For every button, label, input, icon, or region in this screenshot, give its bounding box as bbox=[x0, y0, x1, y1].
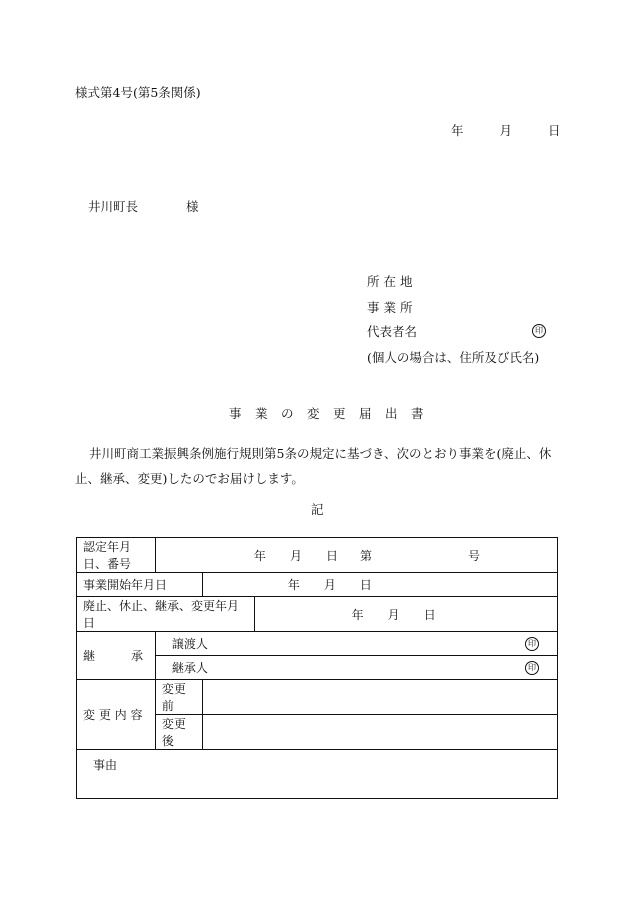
form-number: 様式第4号(第5条関係) bbox=[75, 85, 201, 100]
table-row-reason bbox=[77, 750, 558, 799]
applicant-representative-label: 代表者名 bbox=[367, 324, 418, 339]
applicant-office-label: 事 業 所 bbox=[367, 300, 413, 315]
cert-month: 月 bbox=[289, 548, 302, 563]
change-date-label: 廃止、休止、継承、変更年月日 bbox=[77, 597, 255, 632]
body-text: 井川町商工業振興条例施行規則第5条の規定に基づき、次のとおり事業を(廃止、休止、継承、変更)したのでお届けします。 bbox=[75, 446, 552, 486]
successor-label: 継承人 bbox=[171, 661, 208, 675]
date-year: 年 bbox=[451, 123, 464, 138]
change-month: 月 bbox=[387, 607, 400, 622]
reason-label: 事由 bbox=[93, 758, 118, 772]
cert-year: 年 bbox=[253, 548, 266, 563]
certification-label: 認定年月日、番号 bbox=[77, 538, 156, 573]
submission-date bbox=[451, 121, 560, 139]
table-row-transferor bbox=[77, 632, 558, 656]
successor-seal-icon: 印 bbox=[525, 661, 539, 675]
transferor-seal-icon: 印 bbox=[525, 637, 539, 651]
transferor-field[interactable] bbox=[155, 632, 557, 656]
transferor-label: 譲渡人 bbox=[171, 637, 208, 651]
table-row-start-date bbox=[77, 573, 558, 597]
applicant-note: (個人の場合は、住所及び氏名) bbox=[367, 350, 540, 365]
change-after-label: 変更後 bbox=[155, 715, 202, 750]
change-day: 日 bbox=[423, 607, 436, 622]
cert-dai: 第 bbox=[359, 548, 372, 563]
reason-field[interactable] bbox=[77, 750, 558, 799]
table-row-change-before bbox=[77, 680, 558, 715]
start-date-label: 事業開始年月日 bbox=[77, 573, 203, 597]
succession-label: 継 承 bbox=[77, 632, 156, 680]
change-year: 年 bbox=[351, 607, 364, 622]
notification-table bbox=[76, 537, 558, 799]
addressee bbox=[88, 197, 199, 215]
start-month: 月 bbox=[323, 578, 336, 592]
document-title: 事 業 の 変 更 届 出 書 bbox=[229, 406, 425, 421]
ki-heading: 記 bbox=[311, 502, 324, 517]
representative-seal-icon: 印 bbox=[532, 324, 546, 338]
change-after-value[interactable] bbox=[202, 715, 557, 750]
start-date-value[interactable] bbox=[202, 573, 557, 597]
change-before-value[interactable] bbox=[202, 680, 557, 715]
table-row-certification bbox=[77, 538, 558, 573]
addressee-name: 井川町長 bbox=[88, 199, 139, 214]
start-year: 年 bbox=[287, 578, 300, 592]
start-day: 日 bbox=[359, 578, 372, 592]
successor-field[interactable] bbox=[155, 656, 557, 680]
change-before-label: 変更前 bbox=[155, 680, 202, 715]
change-content-label: 変 更 内 容 bbox=[77, 680, 156, 750]
date-day: 日 bbox=[547, 123, 561, 138]
addressee-honorific: 様 bbox=[186, 199, 199, 214]
cert-go: 号 bbox=[467, 548, 480, 563]
certification-value[interactable] bbox=[155, 538, 557, 573]
applicant-address-label: 所 在 地 bbox=[367, 274, 413, 289]
cert-day: 日 bbox=[325, 548, 338, 563]
change-date-value[interactable] bbox=[254, 597, 557, 632]
table-row-change-date bbox=[77, 597, 558, 632]
date-month: 月 bbox=[499, 123, 512, 138]
